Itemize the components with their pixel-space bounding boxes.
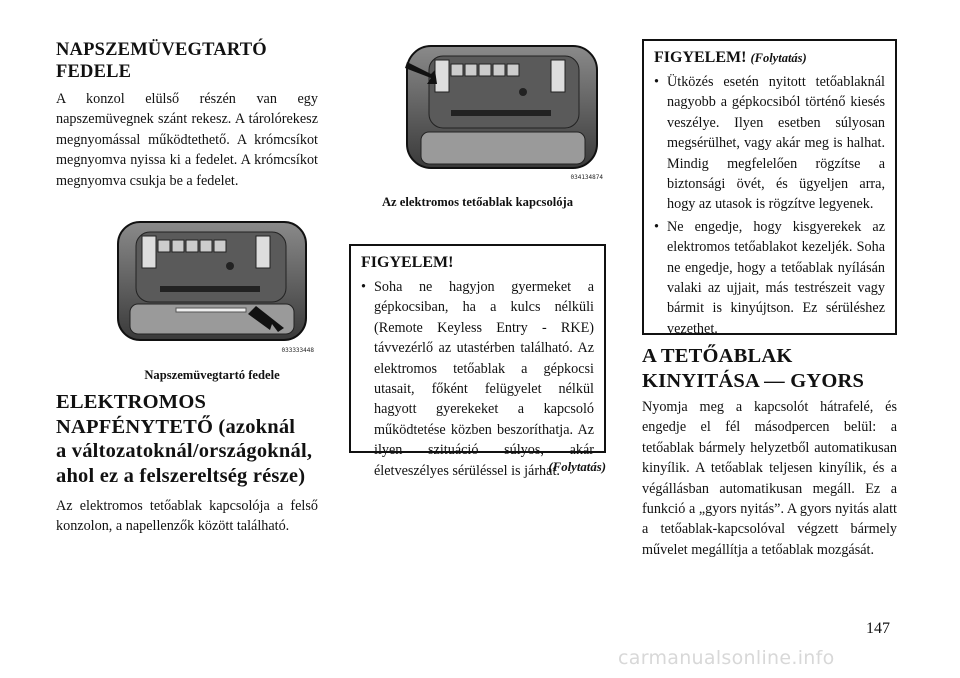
heading-line: A TETŐABLAK — [642, 345, 793, 367]
warning-list — [361, 277, 594, 481]
page-number: 147 — [866, 620, 890, 637]
sunroof-switch-illustration — [401, 40, 607, 185]
warning-item: • Ne engedje, hogy kisgyerekek az elektromos tetőablakot kezeljék. Soha ne engedje, hogy a tetőablak nyílásán valaki az ujjait, más testrészeit vagy bármit is kinyújtson. Ez sérüléshez vezethet. — [654, 217, 885, 339]
figure-code: 034134874 — [570, 174, 603, 181]
figure-code: 033333448 — [281, 347, 314, 354]
heading-line: KINYITÁSA — GYORS — [642, 369, 865, 392]
paragraph-power-sunroof: Az elektromos tetőablak kapcsolója a felső konzolon, a napellenzők között található. — [56, 498, 318, 535]
heading-line: ELEKTROMOS — [56, 391, 207, 413]
continued-label: (Folytatás) — [548, 460, 606, 474]
warning-item: • Soha ne hagyjon gyermeket a gépkocsiban, ha a kulcs nélküli (Remote Keyless Entry - RKE) távvezérlő az utastérben található. Az elektromos tetőablak a gépkocsi utasait, főként felügyelet nélkül hagyott gyerekeket a kapcsoló működtetése közben beszoríthatja. Az ilyen szituáció súlyos, akár életveszélyes sérüléssel is járhat. — [361, 277, 594, 481]
warning-title-continued: (Folytatás) — [750, 51, 807, 65]
watermark: carmanualsonline.info — [618, 647, 835, 669]
heading-line: NAPSZEMÜVEGTARTÓ — [56, 40, 267, 60]
heading-line: ahol ez a felszereltség része) — [56, 464, 306, 487]
figure-caption: Az elektromos tetőablak kapcsolója — [381, 195, 574, 209]
paragraph-express-open: Nyomja meg a kapcsolót hátrafelé, és engedje el fél másodpercen belül: a tetőablak bármely helyzetből automatikusan kinyílik. A tetőablak teljesen kinyílik, és a végállásban automatikusan megáll. Ez a funkció a „gyors nyitás”. A gyors nyitás alatt a tetőablak-kapcsolóval végzett bármely művelet megállítja a tetőablak mozgását. — [642, 399, 897, 558]
warning-title — [654, 49, 885, 67]
figure-sunroof-switch — [401, 40, 607, 185]
overhead-console-illustration — [106, 218, 318, 358]
heading-sunroof-express-open — [642, 344, 897, 393]
paragraph-sunglasses-holder: A konzol elülső részén van egy napszemüvegnek szánt rekesz. A tárolórekesz megnyomással működtethető. A krómcsíkot megnyomva nyissa ki a fedelet. A krómcsíkot megnyomva csukja be a fedelet. — [56, 91, 318, 189]
heading-line: NAPFÉNYTETŐ (azoknál — [56, 415, 296, 438]
figure-caption: Napszemüvegtartó fedele — [144, 368, 280, 382]
warning-title-text: FIGYELEM! — [654, 49, 747, 66]
heading-line: a változatoknál/országoknál, — [56, 440, 313, 462]
warning-box-continued — [642, 39, 897, 335]
figure-sunglasses-holder — [106, 218, 318, 358]
warning-item: • Ütközés esetén nyitott tetőablaknál nagyobb a gépkocsiból történő kiesés veszélye. Ilyen esetben súlyosan megsérülhet, vagy akár meg is halhat. Mindig megfelelően rögzítse a biztonsági övét, és ügyeljen arra, hogy az utasok is rögzítve legyenek. — [654, 72, 885, 215]
warning-list — [654, 72, 885, 339]
heading-power-sunroof — [56, 390, 318, 488]
heading-line: FEDELE — [56, 62, 132, 82]
warning-title: FIGYELEM! — [361, 254, 454, 271]
heading-sunglasses-holder — [56, 39, 318, 83]
